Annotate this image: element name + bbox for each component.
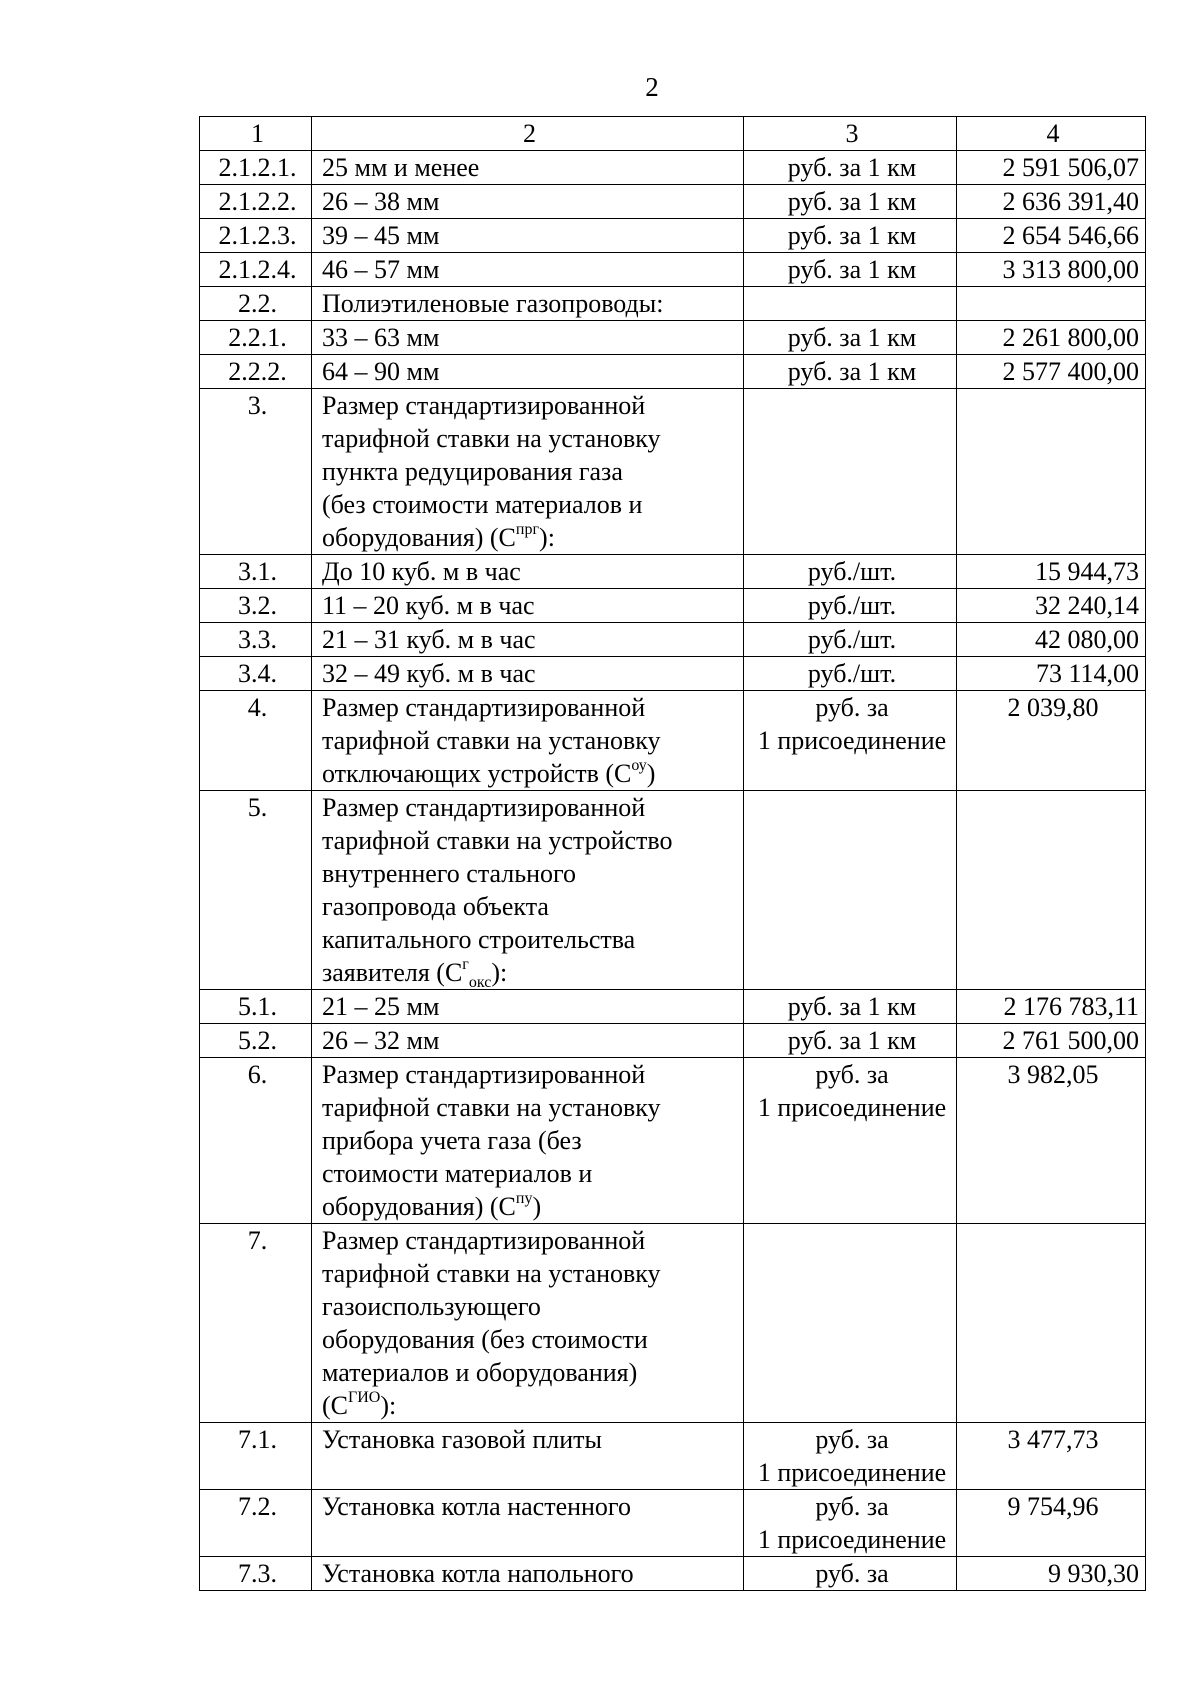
- row-value: 42 080,00: [957, 623, 1146, 657]
- row-description: [312, 555, 744, 589]
- row-description-tail: ): [532, 1192, 542, 1221]
- row-value: 9 754,96: [957, 1490, 1146, 1557]
- row-description: [312, 355, 744, 389]
- row-description-text: Размер стандартизированной тарифной ставки на установку пункта редуцирования газа (без стоимости материалов и оборудования) (С: [322, 391, 661, 552]
- row-value: [957, 791, 1146, 990]
- row-number: 6.: [200, 1058, 312, 1224]
- row-description-text: Установка газовой плиты: [322, 1425, 602, 1454]
- row-description-text: 64 – 90 мм: [322, 357, 440, 386]
- row-unit: руб. за 1 присоединение: [744, 1490, 957, 1557]
- row-value: 9 930,30: [957, 1557, 1146, 1591]
- table-row: [200, 691, 1146, 791]
- row-description-text: Установка котла настенного: [322, 1492, 631, 1521]
- row-description-text: 33 – 63 мм: [322, 323, 440, 352]
- row-description: [312, 253, 744, 287]
- tariff-symbol-superscript: г: [462, 956, 469, 974]
- row-description-tail: ): [646, 759, 656, 788]
- row-value: 2 761 500,00: [957, 1024, 1146, 1058]
- table-row: [200, 1058, 1146, 1224]
- table-row: [200, 253, 1146, 287]
- column-header-number: 1: [200, 117, 312, 151]
- table-row: [200, 151, 1146, 185]
- row-number: 3.: [200, 389, 312, 555]
- table-row: [200, 589, 1146, 623]
- row-description: [312, 1024, 744, 1058]
- row-number: 3.1.: [200, 555, 312, 589]
- row-description-tail: ):: [380, 1391, 397, 1420]
- row-description: [312, 1423, 744, 1490]
- row-description-text: 21 – 25 мм: [322, 992, 440, 1021]
- row-value: 2 577 400,00: [957, 355, 1146, 389]
- row-description-tail: ):: [491, 958, 508, 987]
- row-unit: руб. за 1 км: [744, 253, 957, 287]
- row-value: 3 982,05: [957, 1058, 1146, 1224]
- row-description: [312, 185, 744, 219]
- table-row: [200, 321, 1146, 355]
- row-number: 7.: [200, 1224, 312, 1423]
- row-unit: руб. за 1 км: [744, 1024, 957, 1058]
- column-header-description: 2: [312, 117, 744, 151]
- row-description: [312, 657, 744, 691]
- row-description: [312, 389, 744, 555]
- tariff-symbol-superscript: ГИО: [348, 1389, 381, 1407]
- row-unit: руб. за 1 км: [744, 321, 957, 355]
- row-description-text: 26 – 32 мм: [322, 1026, 440, 1055]
- row-description: [312, 151, 744, 185]
- row-description-text: Установка котла напольного: [322, 1559, 634, 1588]
- row-unit: руб./шт.: [744, 589, 957, 623]
- table-row: [200, 623, 1146, 657]
- row-unit: руб. за 1 км: [744, 990, 957, 1024]
- row-description-text: Размер стандартизированной тарифной ставки на установку отключающих устройств (С: [322, 693, 661, 788]
- table-row: [200, 555, 1146, 589]
- table-row: [200, 1423, 1146, 1490]
- row-value: 15 944,73: [957, 555, 1146, 589]
- row-number: 2.2.1.: [200, 321, 312, 355]
- table-row: [200, 355, 1146, 389]
- row-value: 2 654 546,66: [957, 219, 1146, 253]
- row-value: 32 240,14: [957, 589, 1146, 623]
- table-row: [200, 657, 1146, 691]
- row-description-text: Размер стандартизированной тарифной ставки на установку прибора учета газа (без стоимости материалов и оборудования) (С: [322, 1060, 661, 1221]
- row-description-tail: ):: [539, 523, 555, 552]
- row-number: 3.2.: [200, 589, 312, 623]
- row-description: [312, 791, 744, 990]
- row-value: [957, 287, 1146, 321]
- row-description: [312, 1058, 744, 1224]
- table-row: [200, 219, 1146, 253]
- row-unit: руб. за: [744, 1557, 957, 1591]
- table-header-row: [200, 117, 1146, 151]
- row-value: 3 313 800,00: [957, 253, 1146, 287]
- row-unit: руб. за 1 присоединение: [744, 1423, 957, 1490]
- table-row: [200, 1024, 1146, 1058]
- row-description: [312, 321, 744, 355]
- row-description-text: 39 – 45 мм: [322, 221, 440, 250]
- tariff-table-body: [200, 117, 1146, 1591]
- row-value: 2 039,80: [957, 691, 1146, 791]
- row-unit: руб. за 1 км: [744, 185, 957, 219]
- row-description: [312, 691, 744, 791]
- table-row: [200, 287, 1146, 321]
- row-unit: руб./шт.: [744, 657, 957, 691]
- row-description: [312, 623, 744, 657]
- table-row: [200, 1224, 1146, 1423]
- row-value: 2 591 506,07: [957, 151, 1146, 185]
- tariff-symbol-superscript: оу: [631, 757, 647, 775]
- row-value: 3 477,73: [957, 1423, 1146, 1490]
- row-unit: руб. за 1 присоединение: [744, 691, 957, 791]
- row-description-text: Размер стандартизированной тарифной ставки на установку газоиспользующего оборудования (без стоимости материалов и оборудования) (С: [322, 1226, 661, 1420]
- row-value: 2 636 391,40: [957, 185, 1146, 219]
- row-number: 2.1.2.1.: [200, 151, 312, 185]
- row-description-text: До 10 куб. м в час: [322, 557, 521, 586]
- row-description-text: 11 – 20 куб. м в час: [322, 591, 535, 620]
- row-unit: руб. за 1 км: [744, 151, 957, 185]
- row-description: [312, 287, 744, 321]
- row-number: 7.1.: [200, 1423, 312, 1490]
- column-header-unit: 3: [744, 117, 957, 151]
- row-number: 2.2.2.: [200, 355, 312, 389]
- tariff-table: [199, 116, 1146, 1591]
- row-number: 2.1.2.2.: [200, 185, 312, 219]
- row-value: 2 176 783,11: [957, 990, 1146, 1024]
- row-description: [312, 1557, 744, 1591]
- column-header-value: 4: [957, 117, 1146, 151]
- table-row: [200, 791, 1146, 990]
- table-row: [200, 1557, 1146, 1591]
- row-value: 2 261 800,00: [957, 321, 1146, 355]
- row-number: 5.2.: [200, 1024, 312, 1058]
- row-description-text: Полиэтиленовые газопроводы:: [322, 289, 664, 318]
- row-number: 7.3.: [200, 1557, 312, 1591]
- tariff-symbol-superscript: пу: [515, 1190, 533, 1208]
- table-row: [200, 389, 1146, 555]
- row-description-text: 25 мм и менее: [322, 153, 480, 182]
- row-unit: руб. за 1 присоединение: [744, 1058, 957, 1224]
- row-description-text: 21 – 31 куб. м в час: [322, 625, 536, 654]
- row-number: 5.1.: [200, 990, 312, 1024]
- row-number: 7.2.: [200, 1490, 312, 1557]
- row-number: 3.4.: [200, 657, 312, 691]
- row-description-text: 32 – 49 куб. м в час: [322, 659, 536, 688]
- row-description: [312, 1490, 744, 1557]
- row-value: [957, 1224, 1146, 1423]
- row-unit: [744, 287, 957, 321]
- row-number: 4.: [200, 691, 312, 791]
- row-number: 2.1.2.4.: [200, 253, 312, 287]
- row-unit: руб./шт.: [744, 555, 957, 589]
- row-number: 2.1.2.3.: [200, 219, 312, 253]
- row-description-text: 26 – 38 мм: [322, 187, 440, 216]
- row-number: 2.2.: [200, 287, 312, 321]
- row-description: [312, 589, 744, 623]
- row-description: [312, 1224, 744, 1423]
- row-unit: руб. за 1 км: [744, 219, 957, 253]
- row-value: [957, 389, 1146, 555]
- row-description: [312, 219, 744, 253]
- row-description-text: 46 – 57 мм: [322, 255, 440, 284]
- tariff-symbol-subscript: окс: [468, 974, 492, 992]
- row-number: 5.: [200, 791, 312, 990]
- tariff-symbol-superscript: прг: [515, 521, 540, 539]
- row-unit: руб./шт.: [744, 623, 957, 657]
- row-description: [312, 990, 744, 1024]
- row-unit: [744, 1224, 957, 1423]
- table-row: [200, 185, 1146, 219]
- row-unit: [744, 791, 957, 990]
- row-value: 73 114,00: [957, 657, 1146, 691]
- row-number: 3.3.: [200, 623, 312, 657]
- table-row: [200, 1490, 1146, 1557]
- page-number: 2: [645, 72, 659, 102]
- row-unit: [744, 389, 957, 555]
- table-row: [200, 990, 1146, 1024]
- row-unit: руб. за 1 км: [744, 355, 957, 389]
- row-description-text: Размер стандартизированной тарифной ставки на устройство внутреннего стального газопровода объекта капитального строительства заявителя (С: [322, 793, 673, 987]
